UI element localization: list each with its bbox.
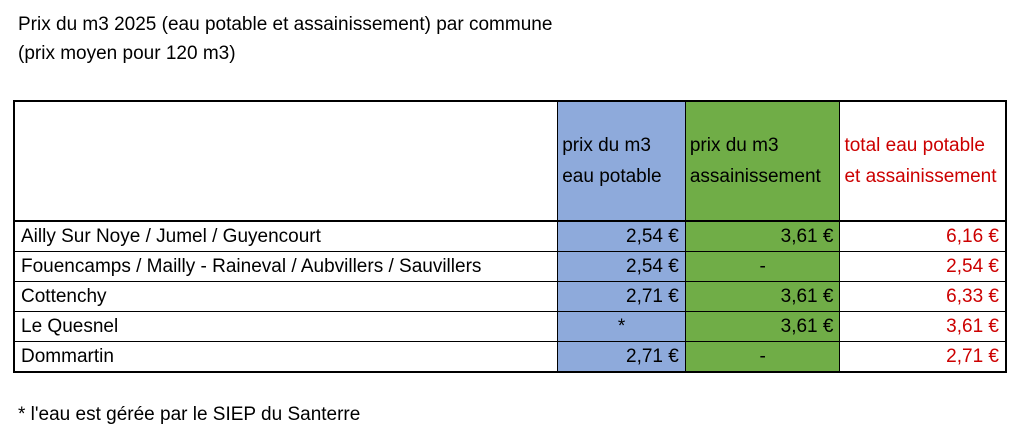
table-row bbox=[14, 282, 1006, 312]
table-row bbox=[14, 221, 1006, 252]
total-cell: 3,61 € bbox=[840, 312, 1006, 342]
header-assainissement: prix du m3 assainissement bbox=[685, 101, 840, 221]
assainissement-cell: 3,61 € bbox=[685, 221, 840, 252]
eau-potable-cell: * bbox=[558, 312, 686, 342]
assainissement-cell: - bbox=[685, 342, 840, 373]
table-row bbox=[14, 252, 1006, 282]
table-row bbox=[14, 342, 1006, 373]
total-cell: 6,16 € bbox=[840, 221, 1006, 252]
eau-potable-cell: 2,71 € bbox=[558, 342, 686, 373]
table-row bbox=[14, 312, 1006, 342]
commune-cell: Le Quesnel bbox=[14, 312, 558, 342]
eau-potable-cell: 2,54 € bbox=[558, 221, 686, 252]
assainissement-cell: - bbox=[685, 252, 840, 282]
price-table bbox=[13, 100, 1007, 373]
page-title bbox=[18, 10, 552, 68]
eau-potable-cell: 2,54 € bbox=[558, 252, 686, 282]
assainissement-cell: 3,61 € bbox=[685, 282, 840, 312]
header-eau-potable: prix du m3 eau potable bbox=[558, 101, 686, 221]
assainissement-cell: 3,61 € bbox=[685, 312, 840, 342]
commune-cell: Ailly Sur Noye / Jumel / Guyencourt bbox=[14, 221, 558, 252]
eau-potable-cell: 2,71 € bbox=[558, 282, 686, 312]
header-commune bbox=[14, 101, 558, 221]
commune-cell: Cottenchy bbox=[14, 282, 558, 312]
title-line-1: Prix du m3 2025 (eau potable et assainissement) par commune bbox=[18, 14, 553, 35]
total-cell: 2,54 € bbox=[840, 252, 1006, 282]
total-cell: 6,33 € bbox=[840, 282, 1006, 312]
commune-cell: Fouencamps / Mailly - Raineval / Aubvillers / Sauvillers bbox=[14, 252, 558, 282]
table-header-row bbox=[14, 101, 1006, 221]
title-line-2: (prix moyen pour 120 m3) bbox=[18, 43, 236, 64]
header-total: total eau potable et assainissement bbox=[840, 101, 1006, 221]
footnote: * l'eau est gérée par le SIEP du Santerre bbox=[18, 404, 361, 425]
total-cell: 2,71 € bbox=[840, 342, 1006, 373]
commune-cell: Dommartin bbox=[14, 342, 558, 373]
